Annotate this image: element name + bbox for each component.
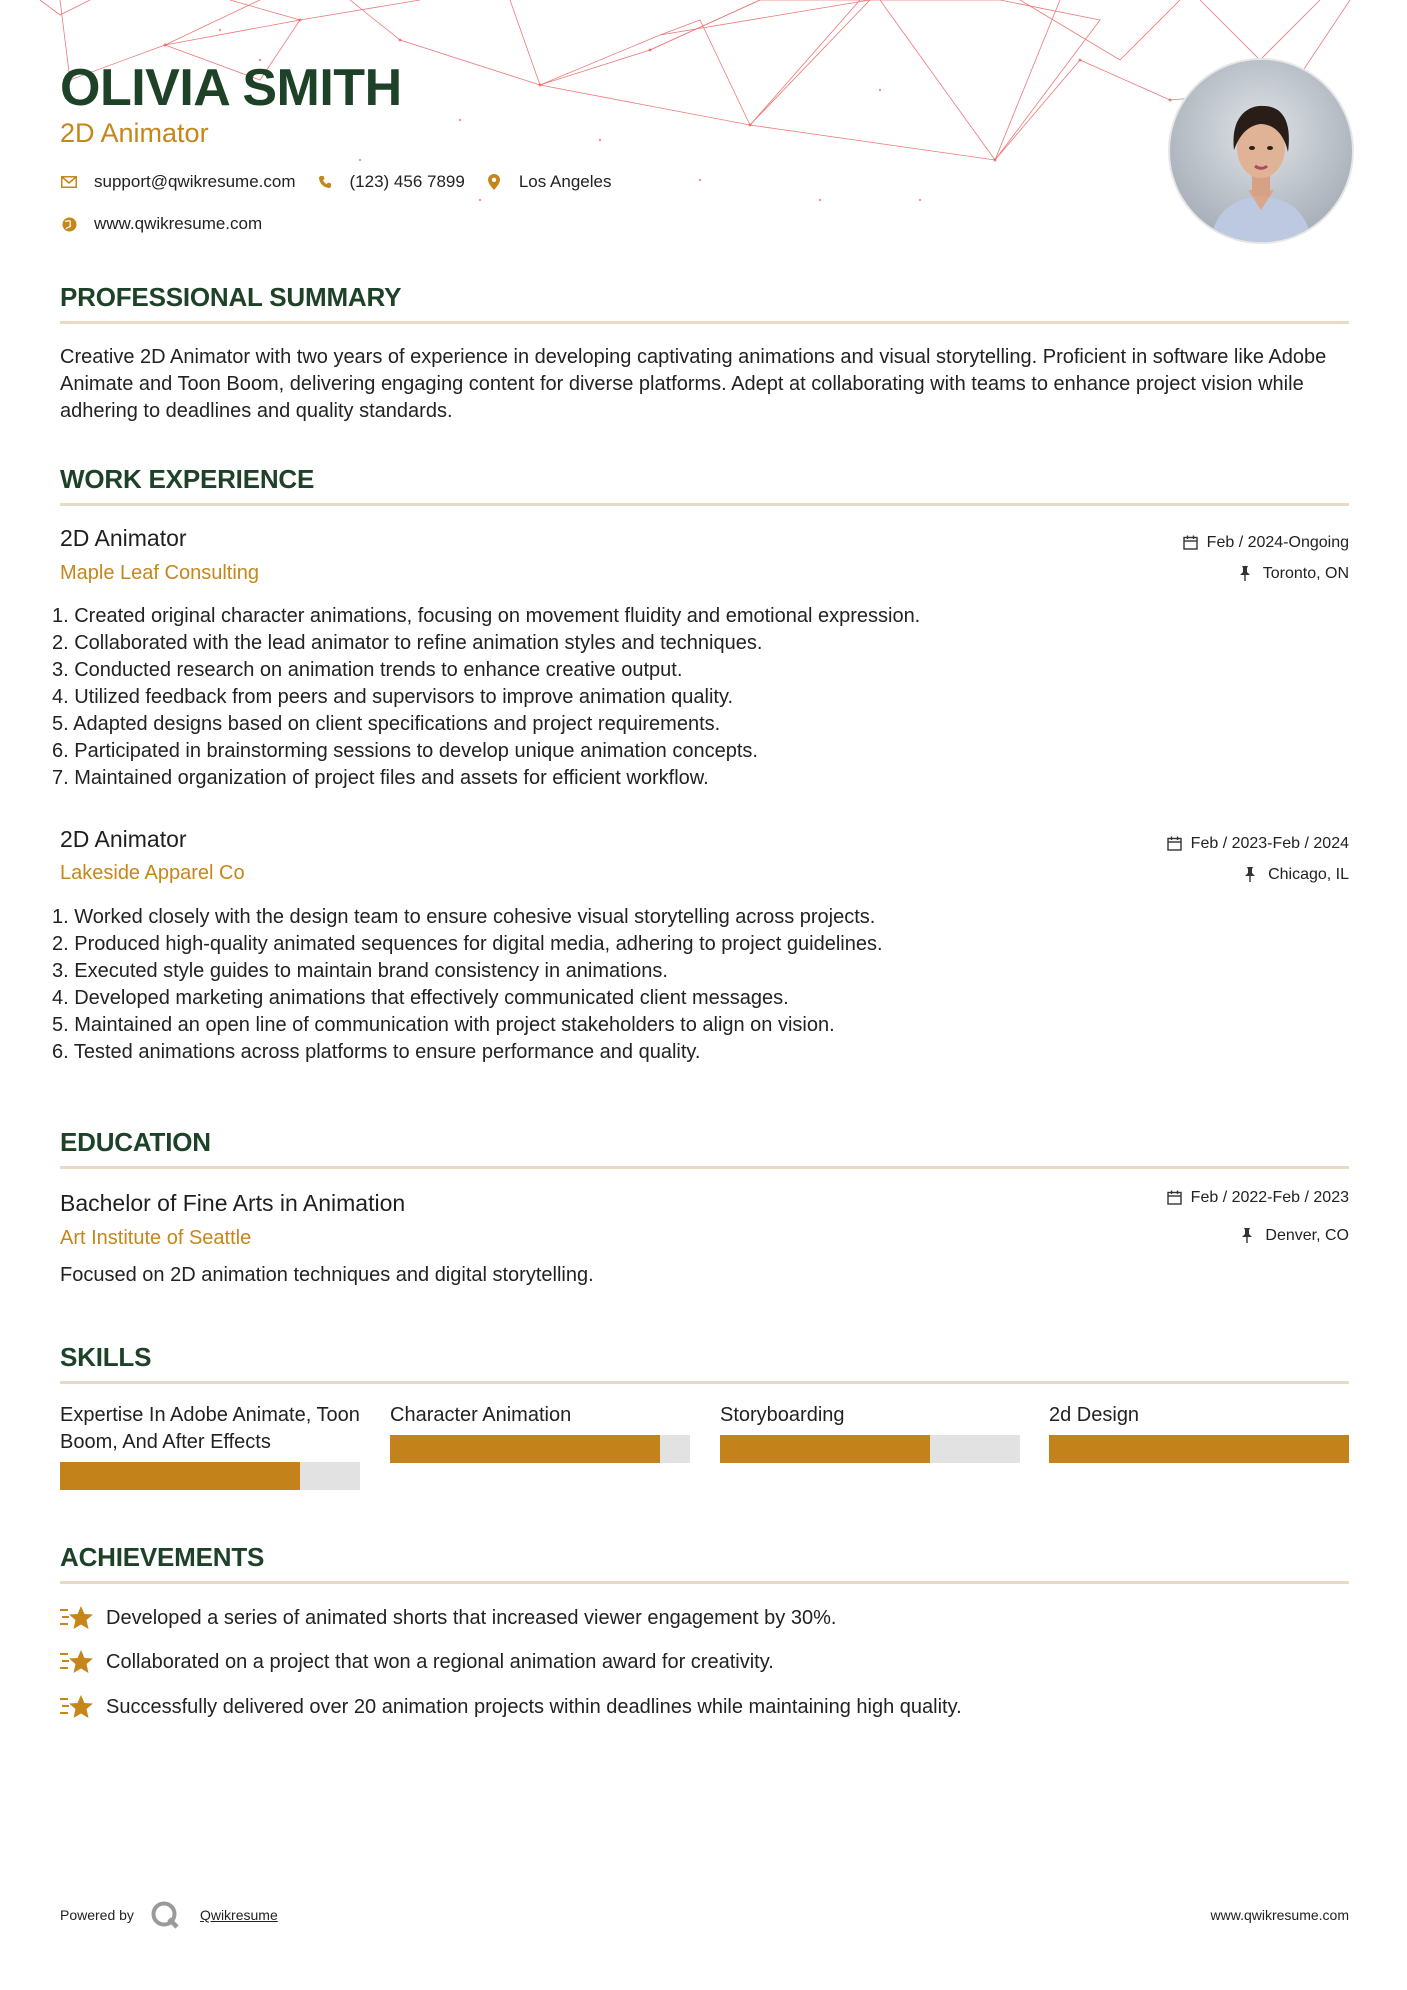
list-item: 3. Conducted research on animation trends to enhance creative output.	[52, 659, 683, 681]
contact-row-primary	[60, 172, 631, 192]
education-divider	[60, 1166, 1349, 1169]
list-item: 1. Created original character animations, focusing on movement fluidity and emotional expression.	[52, 605, 921, 627]
achievements-divider	[60, 1581, 1349, 1584]
profile-photo	[1168, 58, 1354, 244]
footer-website[interactable]: www.qwikresume.com	[1210, 1907, 1349, 1923]
job-responsibilities	[52, 904, 883, 1066]
achievement-text: Successfully delivered over 20 animation projects within deadlines while maintaining high quality.	[106, 1695, 962, 1718]
star-badge-icon	[60, 1604, 94, 1632]
skill-item	[390, 1402, 690, 1463]
skill-name: Storyboarding	[720, 1404, 845, 1426]
achievement-item	[60, 1604, 836, 1632]
skill-bar	[720, 1435, 1020, 1463]
pushpin-icon	[1239, 566, 1255, 582]
job-company: Lakeside Apparel Co	[60, 862, 245, 884]
job-location	[1244, 866, 1349, 884]
experience-heading: WORK EXPERIENCE	[60, 464, 315, 494]
skills-heading: SKILLS	[60, 1342, 152, 1372]
calendar-icon	[1167, 1190, 1183, 1206]
skills-divider	[60, 1381, 1349, 1384]
skill-item	[720, 1402, 1020, 1463]
skill-item	[60, 1402, 360, 1490]
job-dates-text: Feb / 2024-Ongoing	[1206, 534, 1349, 551]
list-item: 3. Executed style guides to maintain brand consistency in animations.	[52, 960, 668, 982]
school-name: Art Institute of Seattle	[60, 1227, 252, 1249]
list-item: 5. Maintained an open line of communication with project stakeholders to align on vision.	[52, 1014, 835, 1036]
achievement-text: Developed a series of animated shorts that increased viewer engagement by 30%.	[106, 1606, 837, 1629]
achievement-text: Collaborated on a project that won a regional animation award for creativity.	[106, 1650, 774, 1673]
achievement-item	[60, 1693, 962, 1721]
summary-divider	[60, 321, 1349, 324]
summary-text: Creative 2D Animator with two years of experience in developing captivating animations and visual storytelling. Proficient in software like Adobe Animate and Toon Boom, delivering engaging content for diverse platforms. Adept at collaborating with teams to enhance project vision while adhering to deadlines and quality standards.	[60, 346, 1327, 422]
skill-name: Character Animation	[390, 1404, 572, 1426]
job-location-text: Chicago, IL	[1268, 866, 1349, 883]
job-company: Maple Leaf Consulting	[60, 562, 260, 584]
achievements-heading: ACHIEVEMENTS	[60, 1542, 265, 1572]
list-item: 4. Developed marketing animations that effectively communicated client messages.	[52, 987, 789, 1009]
skill-bar-fill	[720, 1435, 930, 1463]
education-description: Focused on 2D animation techniques and digital storytelling.	[60, 1264, 594, 1286]
footer-powered-by	[60, 1900, 278, 1930]
list-item: 7. Maintained organization of project files and assets for efficient workflow.	[52, 767, 709, 789]
skill-bar	[390, 1435, 690, 1463]
skill-bar	[1049, 1435, 1349, 1463]
powered-by-label: Powered by	[60, 1907, 134, 1923]
education-location-text: Denver, CO	[1265, 1227, 1349, 1244]
education-dates-text: Feb / 2022-Feb / 2023	[1190, 1189, 1349, 1206]
degree-title: Bachelor of Fine Arts in Animation	[60, 1190, 406, 1216]
candidate-role: 2D Animator	[60, 118, 209, 148]
skill-name: Expertise In Adobe Animate, Toon Boom, And After Effects	[60, 1404, 360, 1453]
calendar-icon	[1183, 535, 1199, 551]
phone-icon	[316, 173, 334, 191]
education-heading: EDUCATION	[60, 1127, 211, 1157]
education-dates	[1167, 1189, 1349, 1207]
job-dates	[1183, 534, 1349, 552]
skill-name: 2d Design	[1049, 1404, 1140, 1426]
job-location	[1239, 565, 1349, 583]
contact-row-secondary	[60, 214, 282, 234]
achievement-item	[60, 1648, 774, 1676]
summary-heading: PROFESSIONAL SUMMARY	[60, 282, 402, 312]
calendar-icon	[1167, 836, 1183, 852]
job-location-text: Toronto, ON	[1262, 565, 1349, 582]
pushpin-icon	[1241, 1228, 1257, 1244]
skill-bar-fill	[60, 1462, 300, 1490]
education-location	[1241, 1227, 1349, 1245]
list-item: 6. Participated in brainstorming sessions to develop unique animation concepts.	[52, 740, 758, 762]
job-responsibilities	[52, 603, 920, 792]
location-text: Los Angeles	[518, 172, 612, 191]
email-link[interactable]: support@qwikresume.com	[94, 172, 296, 191]
globe-icon	[60, 215, 78, 233]
skill-bar	[60, 1462, 360, 1490]
candidate-name: OLIVIA SMITH	[60, 59, 402, 117]
list-item: 2. Produced high-quality animated sequences for digital media, adhering to project guidelines.	[52, 933, 883, 955]
skill-bar-fill	[1049, 1435, 1349, 1463]
job-dates-text: Feb / 2023-Feb / 2024	[1190, 835, 1349, 852]
list-item: 6. Tested animations across platforms to ensure performance and quality.	[52, 1041, 701, 1063]
star-badge-icon	[60, 1693, 94, 1721]
list-item: 2. Collaborated with the lead animator to refine animation styles and techniques.	[52, 632, 763, 654]
skill-item	[1049, 1402, 1349, 1463]
experience-divider	[60, 503, 1349, 506]
job-dates	[1167, 835, 1349, 853]
job-title: 2D Animator	[60, 525, 187, 551]
list-item: 1. Worked closely with the design team to ensure cohesive visual storytelling across projects.	[52, 906, 876, 928]
envelope-icon	[60, 173, 78, 191]
qwikresume-link[interactable]: Qwikresume	[199, 1907, 278, 1923]
phone-number[interactable]: (123) 456 7899	[349, 172, 465, 191]
website-link[interactable]: www.qwikresume.com	[94, 214, 263, 233]
list-item: 5. Adapted designs based on client specifications and project requirements.	[52, 713, 721, 735]
pushpin-icon	[1244, 867, 1260, 883]
qwikresume-logo-icon	[150, 1900, 180, 1930]
list-item: 4. Utilized feedback from peers and supervisors to improve animation quality.	[52, 686, 734, 708]
skill-bar-fill	[390, 1435, 660, 1463]
job-title: 2D Animator	[60, 826, 187, 852]
star-badge-icon	[60, 1648, 94, 1676]
map-pin-icon	[485, 173, 503, 191]
